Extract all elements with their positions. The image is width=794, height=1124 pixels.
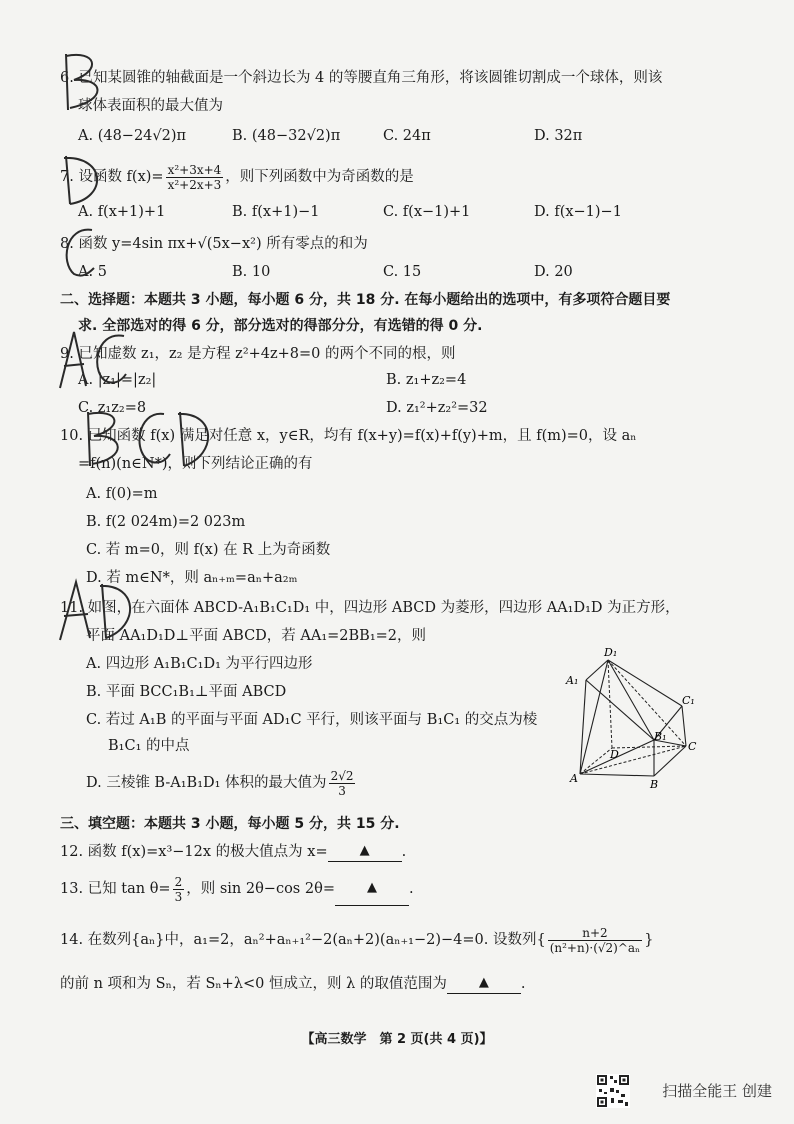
q14-blank-mark: ▲ <box>478 975 489 990</box>
q8-option-a: A. 5 <box>78 264 107 280</box>
hexahedron-figure <box>562 644 712 794</box>
q11-option-d-denominator: 3 <box>338 783 346 798</box>
q14-text: 14. 在数列{aₙ}中，a₁=2，aₙ²+aₙ₊₁²−2(aₙ+2)(aₙ₊₁−2)−4=0. 设数列{ <box>60 932 546 948</box>
q9-option-a: A. |z₁|=|z₂| <box>78 372 157 388</box>
q6-stem-line1: 6. 已知某圆锥的轴截面是一个斜边长为 4 的等腰直角三角形，将该圆锥切割成一个球体，则该 <box>60 70 663 86</box>
q9-option-c: C. z₁z₂=8 <box>78 400 147 416</box>
q12-answer-blank <box>328 840 402 862</box>
q10-stem-line1: 10. 已知函数 f(x) 满足对任意 x，y∈R，均有 f(x+y)=f(x)+f(y)+m，且 f(m)=0，设 aₙ <box>60 428 637 444</box>
q11-stem-line1: 11. 如图，在六面体 ABCD-A₁B₁C₁D₁ 中，四边形 ABCD 为菱形，四边形 AA₁D₁D 为正方形， <box>60 600 680 616</box>
label-c1: C₁ <box>682 694 695 707</box>
q14-end: . <box>520 976 526 992</box>
q8-option-b: B. 10 <box>232 264 271 280</box>
q7-denominator: x²+2x+3 <box>167 177 222 192</box>
q11-option-d-fraction <box>329 769 356 798</box>
page-footer: 【高三数学 第 2 页(共 4 页)】 <box>301 1032 493 1047</box>
q13-suffix: ，则 sin 2θ−cos 2θ= <box>186 881 335 897</box>
label-d1: D₁ <box>604 646 618 659</box>
q12-text: 12. 函数 f(x)=x³−12x 的极大值点为 x= <box>60 844 328 860</box>
q13-stem <box>60 872 414 908</box>
label-a: A <box>570 772 578 785</box>
q10-option-c: C. 若 m=0，则 f(x) 在 R 上为奇函数 <box>86 542 331 558</box>
q12-blank-mark: ▲ <box>359 843 370 858</box>
q6-option-b: B. (48−32√2)π <box>232 128 341 144</box>
q14-fraction <box>548 926 643 955</box>
q12-end: . <box>401 844 407 860</box>
q10-option-a: A. f(0)=m <box>86 486 158 502</box>
q14-text-2: 的前 n 项和为 Sₙ，若 Sₙ+λ<0 恒成立，则 λ 的取值范围为 <box>60 976 447 992</box>
q7-prefix: 7. 设函数 f(x)= <box>60 169 164 185</box>
q11-option-d-numerator: 2√2 <box>330 768 354 783</box>
q12-stem <box>60 842 406 864</box>
q11-option-c-line2: B₁C₁ 的中点 <box>108 738 190 754</box>
q7-numerator: x²+3x+4 <box>167 162 222 177</box>
q13-answer-blank <box>335 870 409 906</box>
section2-heading-line1: 二、选择题：本题共 3 小题，每小题 6 分，共 18 分. 在每小题给出的选项中，有多项符合题目要 <box>60 292 671 308</box>
q8-stem: 8. 函数 y=4sin πx+√(5x−x²) 所有零点的和为 <box>60 236 368 252</box>
q13-end: . <box>408 881 414 897</box>
q10-option-b: B. f(2 024m)=2 023m <box>86 514 246 530</box>
q7-option-d: D. f(x−1)−1 <box>534 204 622 220</box>
q7-option-c: C. f(x−1)+1 <box>383 204 471 220</box>
q8-option-d: D. 20 <box>534 264 573 280</box>
label-c: C <box>688 740 697 753</box>
q13-fraction <box>173 875 185 904</box>
q8-option-c: C. 15 <box>383 264 422 280</box>
q10-option-d: D. 若 m∈N*，则 aₙ₊ₘ=aₙ+a₂ₘ <box>86 570 298 586</box>
label-a1: A₁ <box>566 674 579 687</box>
q14-denominator: (n²+n)·(√2)^aₙ <box>549 940 641 955</box>
q7-fraction <box>166 163 224 192</box>
section2-heading-line2: 求. 全部选对的得 6 分，部分选对的得部分分，有选错的得 0 分. <box>78 318 483 334</box>
section3-heading: 三、填空题：本题共 3 小题，每小题 5 分，共 15 分. <box>60 816 400 832</box>
q14-close-brace: } <box>644 932 654 948</box>
q11-option-c-line1: C. 若过 A₁B 的平面与平面 AD₁C 平行，则该平面与 B₁C₁ 的交点为棱 <box>86 712 538 728</box>
q6-option-d: D. 32π <box>534 128 583 144</box>
q6-option-c: C. 24π <box>383 128 431 144</box>
label-b: B <box>650 778 659 791</box>
q7-option-a: A. f(x+1)+1 <box>78 204 166 220</box>
q11-option-d-text: D. 三棱锥 B-A₁B₁D₁ 体积的最大值为 <box>86 775 327 791</box>
q14-stem-line1 <box>60 922 653 958</box>
q13-denominator: 3 <box>174 889 183 904</box>
q11-option-d <box>86 766 357 800</box>
q14-answer-blank <box>447 972 521 994</box>
q7-suffix: ，则下列函数中为奇函数的是 <box>225 169 414 185</box>
q13-prefix: 13. 已知 tan θ= <box>60 881 171 897</box>
q14-stem-line2 <box>60 974 526 996</box>
q11-option-a: A. 四边形 A₁B₁C₁D₁ 为平行四边形 <box>86 656 313 672</box>
label-b1: B₁ <box>654 730 667 743</box>
q7-option-b: B. f(x+1)−1 <box>232 204 320 220</box>
label-d: D <box>610 748 619 761</box>
qr-code-icon <box>596 1074 630 1108</box>
q9-option-d: D. z₁²+z₂²=32 <box>386 400 488 416</box>
scanner-watermark: 扫描全能王 创建 <box>662 1082 772 1100</box>
q10-stem-line2: =f(n)(n∈N*)，则下列结论正确的有 <box>78 456 313 472</box>
q9-stem: 9. 已知虚数 z₁，z₂ 是方程 z²+4z+8=0 的两个不同的根，则 <box>60 346 456 362</box>
q14-numerator: n+2 <box>548 926 643 941</box>
q6-option-a: A. (48−24√2)π <box>78 128 187 144</box>
q7-stem <box>60 160 414 194</box>
q9-option-b: B. z₁+z₂=4 <box>386 372 467 388</box>
q13-numerator: 2 <box>174 874 183 889</box>
q13-blank-mark: ▲ <box>366 880 377 895</box>
q6-stem-line2: 球体表面积的最大值为 <box>78 98 223 114</box>
q11-stem-line2: 平面 AA₁D₁D⊥平面 ABCD，若 AA₁=2BB₁=2，则 <box>86 628 427 644</box>
q11-option-b: B. 平面 BCC₁B₁⊥平面 ABCD <box>86 684 287 700</box>
